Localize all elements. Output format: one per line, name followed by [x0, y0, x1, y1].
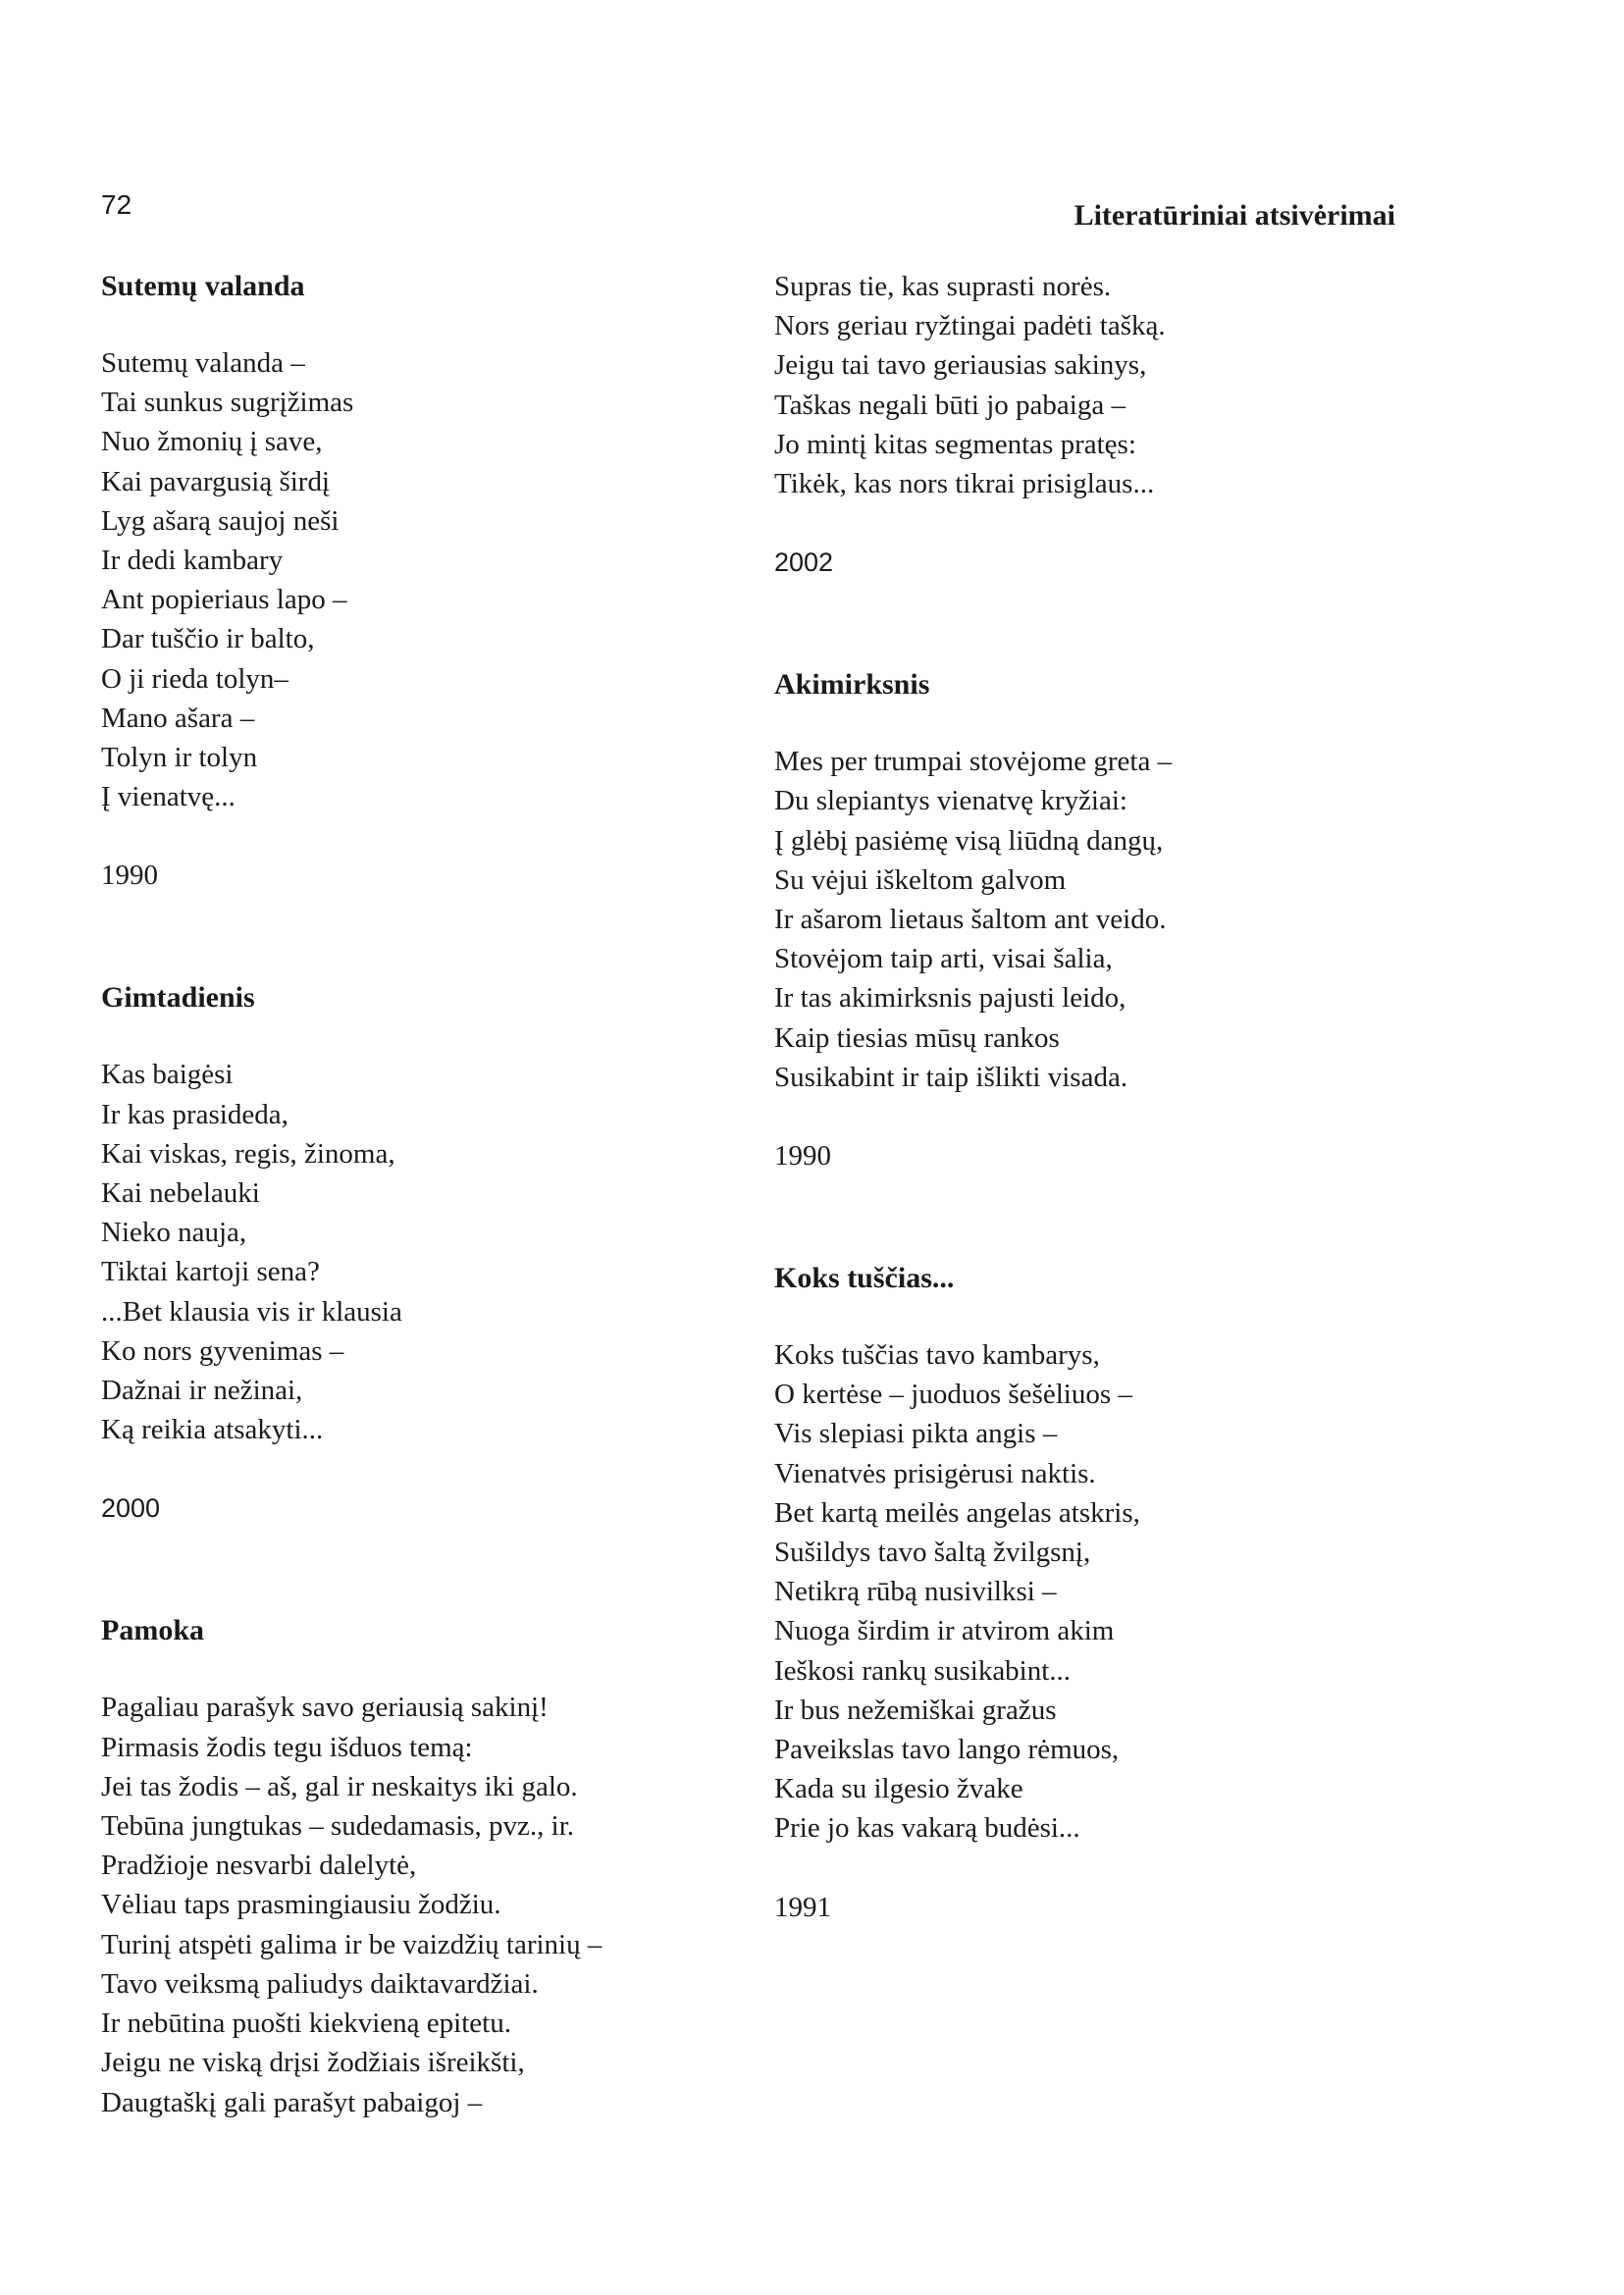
- poem-line: Koks tuščias tavo kambarys,: [774, 1339, 1100, 1372]
- poem-line: Tebūna jungtukas – sudedamasis, pvz., ir.: [101, 1810, 575, 1843]
- poem-line: Ir bus nežemiškai gražus: [774, 1694, 1057, 1726]
- poem-lines: [101, 1688, 729, 2121]
- poem-line: Kaip tiesias mūsų rankos: [774, 1021, 1060, 1054]
- poem-line: Ir tas akimirksnis pajusti leido,: [774, 982, 1126, 1015]
- poem-year: 1990: [774, 1140, 831, 1173]
- poem-line: Pirmasis žodis tegu išduos temą:: [101, 1731, 473, 1763]
- poem-line: Bet kartą meilės angelas atskris,: [774, 1496, 1140, 1529]
- poem-line: Ką reikia atsakyti...: [101, 1414, 324, 1446]
- poem-year: 2002: [774, 548, 834, 578]
- poem-line: Vis slepiasi pikta angis –: [774, 1418, 1058, 1450]
- poem-line: Tiktai kartoji sena?: [101, 1256, 320, 1288]
- poem-line: Sutemų valanda –: [101, 347, 305, 379]
- poem-line: Ant popieriaus lapo –: [101, 584, 347, 616]
- poem-line: Jo mintį kitas segmentas pratęs:: [774, 428, 1136, 460]
- poem-line: Du slepiantys vienatvę kryžiai:: [774, 785, 1127, 817]
- poem-line: Kada su ilgesio žvake: [774, 1773, 1023, 1805]
- poem-line: Daugtaškį gali parašyt pabaigoj –: [101, 2086, 483, 2118]
- poem-lines: [774, 742, 1402, 1097]
- poem-line: O kertėse – juoduos šešėliuos –: [774, 1379, 1132, 1411]
- poem-line: Ir dedi kambary: [101, 545, 284, 577]
- poem-pamoka-continued: [774, 267, 1402, 582]
- poem-line: Ir ašarom lietaus šaltom ant veido.: [774, 904, 1167, 936]
- poem-line: Sušildys tavo šaltą žvilgsnį,: [774, 1537, 1091, 1569]
- poem-line: Kai pavargusią širdį: [101, 465, 331, 497]
- poem-line: ...Bet klausia vis ir klausia: [101, 1295, 402, 1328]
- poem-line: Tai sunkus sugrįžimas: [101, 387, 354, 419]
- poem-line: Tavo veiksmą paliudys daiktavardžiai.: [101, 1967, 539, 2000]
- poem-line: Nuoga širdim ir atvirom akim: [774, 1615, 1115, 1647]
- poem-line: Ko nors gyvenimas –: [101, 1334, 344, 1367]
- poem-line: Mano ašara –: [101, 702, 255, 734]
- poem-line: Lyg ašarą saujoj neši: [101, 504, 340, 537]
- poem-title: Koks tuščias...: [774, 1262, 955, 1295]
- right-column: [774, 267, 1402, 1927]
- poem-line: Prie jo kas vakarą budėsi...: [774, 1812, 1080, 1845]
- poem-line: Nuo žmonių į save,: [101, 426, 323, 458]
- poem-line: Vienatvės prisigėrusi naktis.: [774, 1457, 1096, 1489]
- poem-line: Pradžioje nesvarbi dalelytė,: [101, 1850, 417, 1882]
- page-number: 72: [101, 189, 132, 220]
- poem-lines: [101, 1055, 729, 1449]
- poem-line: Netikrą rūbą nusivilksi –: [774, 1576, 1057, 1608]
- poem-line: Į glėbį pasiėmę visą liūdną dangų,: [774, 824, 1164, 857]
- poem-title: Gimtadienis: [101, 981, 255, 1015]
- poem-line: Supras tie, kas suprasti norės.: [774, 271, 1112, 302]
- poem-line: Kai nebelauki: [101, 1177, 260, 1210]
- poem-line: Susikabint ir taip išlikti visada.: [774, 1061, 1128, 1093]
- poem-line: Su vėjui iškeltom galvom: [774, 863, 1067, 896]
- poem-line: Paveikslas tavo lango rėmuos,: [774, 1734, 1120, 1766]
- poem-line: Vėliau taps prasmingiausiu žodžiu.: [101, 1889, 501, 1921]
- running-header: Literatūriniai atsivėrimai: [1074, 199, 1395, 232]
- poem-line: Pagaliau parašyk savo geriausią sakinį!: [101, 1692, 549, 1724]
- poem-line: Jeigu tai tavo geriausias sakinys,: [774, 349, 1147, 382]
- poem-line: Dažnai ir nežinai,: [101, 1375, 303, 1407]
- poem-line: Turinį atspėti galima ir be vaizdžių tarinių –: [101, 1928, 602, 1960]
- poem-line: Tikėk, kas nors tikrai prisiglaus...: [774, 468, 1155, 500]
- poem-year: 1991: [774, 1891, 831, 1923]
- poem-year: 2000: [101, 1493, 161, 1524]
- poem-title: Sutemų valanda: [101, 270, 305, 302]
- poem-line: Į vienatvę...: [101, 781, 236, 813]
- poem-line: Kai viskas, regis, žinoma,: [101, 1137, 395, 1170]
- poem-sutemu-valanda: [101, 267, 729, 895]
- poem-title: Pamoka: [101, 1614, 204, 1647]
- poem-line: Jei tas žodis – aš, gal ir neskaitys iki galo.: [101, 1770, 578, 1802]
- poem-line: Nors geriau ryžtingai padėti tašką.: [774, 310, 1166, 342]
- poem-line: Dar tuščio ir balto,: [101, 623, 315, 655]
- poem-line: Kas baigėsi: [101, 1059, 234, 1091]
- poem-line: Ir kas prasideda,: [101, 1098, 288, 1130]
- poem-title: Akimirksnis: [774, 668, 930, 702]
- poem-line: Taškas negali būti jo pabaiga –: [774, 389, 1126, 421]
- poem-line: Ieškosi rankų susikabint...: [774, 1654, 1072, 1687]
- poem-line: Jeigu ne viską drįsi žodžiais išreikšti,: [101, 2047, 525, 2079]
- poem-lines: [774, 267, 1402, 503]
- poem-akimirksnis: [774, 665, 1402, 1175]
- poem-gimtadienis: [101, 978, 729, 1528]
- poem-pamoka: [101, 1611, 729, 2121]
- poem-koks-tuscias: [774, 1259, 1402, 1927]
- poem-line: Mes per trumpai stovėjome greta –: [774, 746, 1173, 778]
- poem-line: Tolyn ir tolyn: [101, 742, 258, 774]
- poem-line: O ji rieda tolyn–: [101, 662, 288, 695]
- poem-line: Ir nebūtina puošti kiekvieną epitetu.: [101, 2008, 511, 2040]
- left-column: [101, 267, 729, 2122]
- poem-lines: [774, 1335, 1402, 1849]
- poem-line: Nieko nauja,: [101, 1217, 247, 1249]
- poem-line: Stovėjom taip arti, visai šalia,: [774, 943, 1113, 975]
- poem-year: 1990: [101, 860, 158, 892]
- poem-lines: [101, 343, 729, 816]
